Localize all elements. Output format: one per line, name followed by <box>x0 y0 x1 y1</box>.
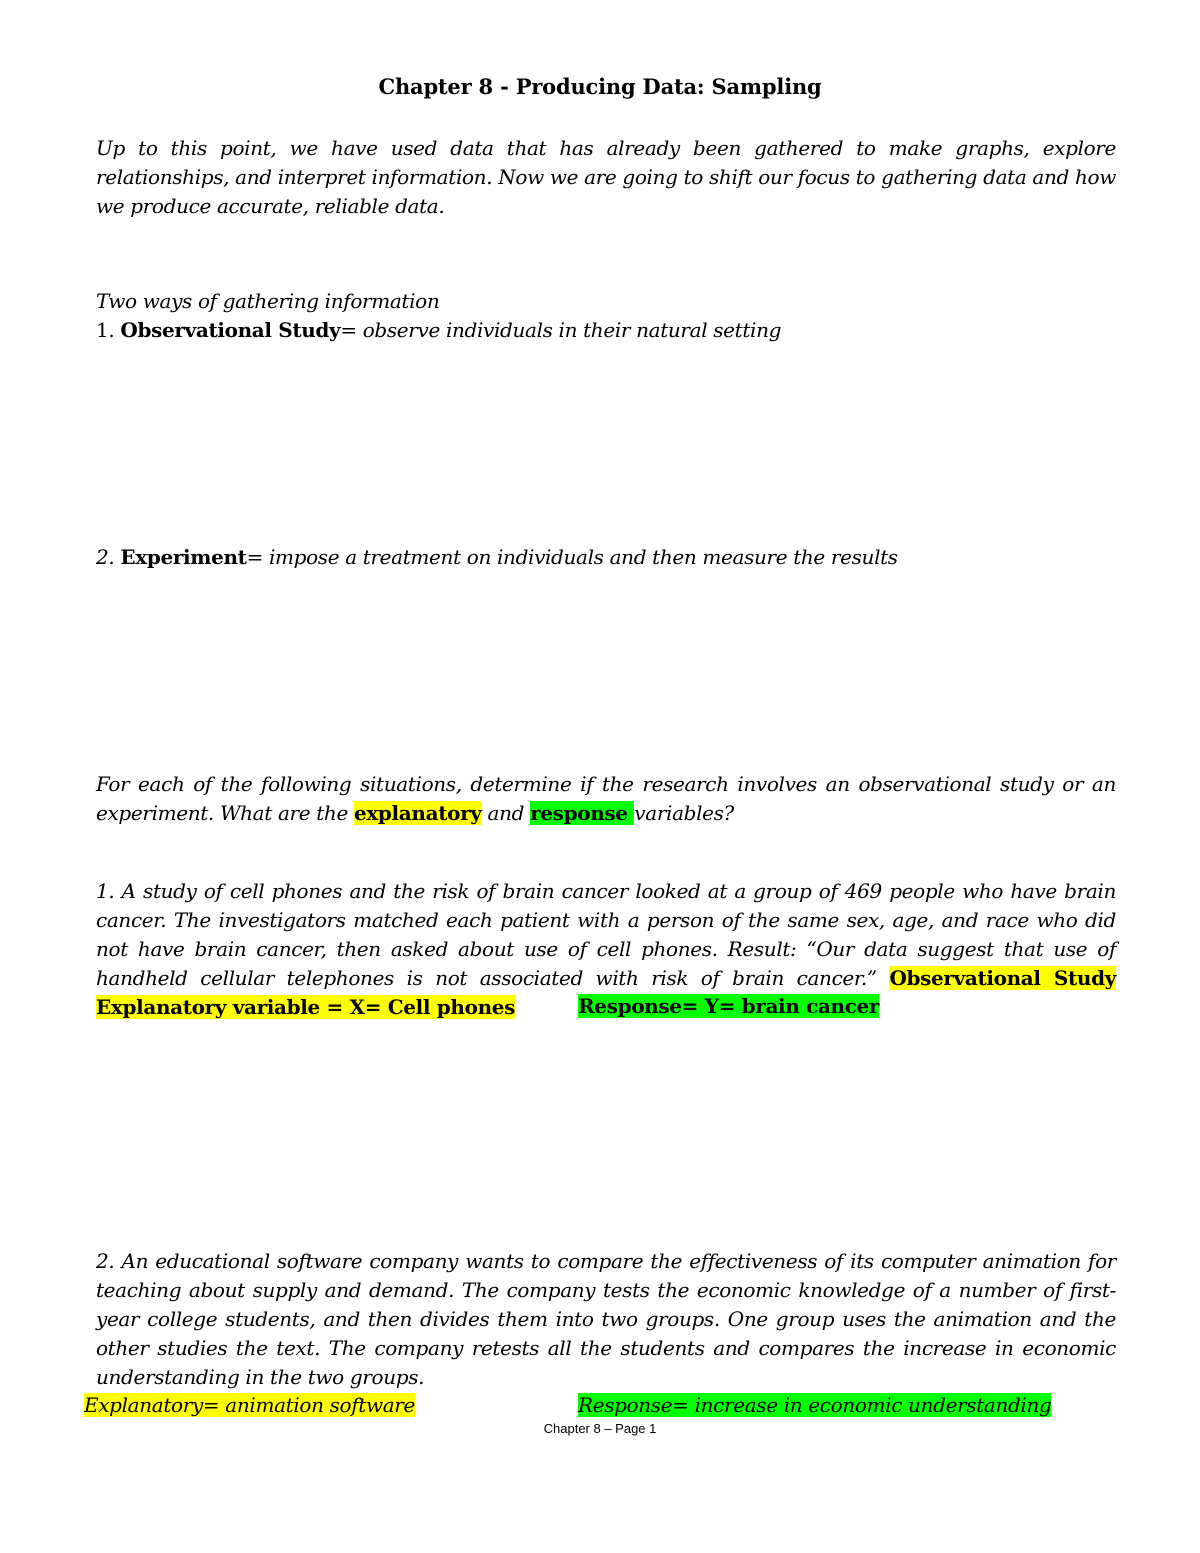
method-definition: = impose a treatment on individuals and then measure the results <box>246 545 898 569</box>
instructions-paragraph <box>96 770 1116 828</box>
method-term: Observational Study <box>120 318 341 342</box>
intro-paragraph: Up to this point, we have used data that has already been gathered to make graphs, explore relationships, and interpret information. Now we are going to shift our focus to gathering data and how we produce accurate, reliable data. <box>96 136 1116 218</box>
highlight-response: response <box>530 801 635 825</box>
highlight-explanatory: explanatory <box>353 801 482 825</box>
situation-1-answer-type: Observational Study Explanatory variable = X= Cell phones <box>96 966 1116 1019</box>
situation-2-response-answer <box>578 1391 1051 1420</box>
situation-2-explanatory-answer <box>84 1391 415 1420</box>
document-title: Chapter 8 - Producing Data: Sampling <box>378 74 822 99</box>
instructions-and: and <box>481 801 531 825</box>
method-number: 2. <box>96 545 121 569</box>
method-definition: = observe individuals in their natural setting <box>340 318 782 342</box>
instructions-text-after: variables? <box>634 801 734 825</box>
method-experiment <box>96 543 1116 572</box>
situation-1-response-answer <box>578 992 879 1021</box>
situation-2-explanatory-highlight: Explanatory= animation software <box>84 1393 415 1417</box>
situation-1-response-highlight: Response= Y= brain cancer <box>578 994 880 1018</box>
page-footer: Chapter 8 – Page 1 <box>543 1421 657 1436</box>
ways-heading: Two ways of gathering information <box>96 289 440 313</box>
method-term: Experiment <box>120 545 247 569</box>
situation-2-paragraph: 2. An educational software company wants to compare the effectiveness of its computer animation for teaching about supply and demand. The company tests the economic knowledge of a number of first-year college students, and then divides them into two groups. One group uses the animation and the other studies the text. The company retests all the students and compares the increase in economic understanding in the two groups. <box>96 1249 1116 1389</box>
instructions-text-before: For each of the following situations, determine if the research involves an observational study or an experiment. What are the <box>96 772 1116 825</box>
situation-1-text: 1. A study of cell phones and the risk of brain cancer looked at a group of 469 people who have brain cancer. The investigators matched each patient with a person of the same sex, age, and race who did not have brain cancer, then asked about use of cell phones. Result: “Our data suggest that use of handheld cellular telephones is not associated with risk of brain cancer.” <box>96 879 1116 990</box>
method-number: 1. <box>96 318 121 342</box>
method-observational-study <box>96 316 1116 345</box>
situation-2-response-highlight: Response= increase in economic understanding <box>578 1393 1052 1417</box>
